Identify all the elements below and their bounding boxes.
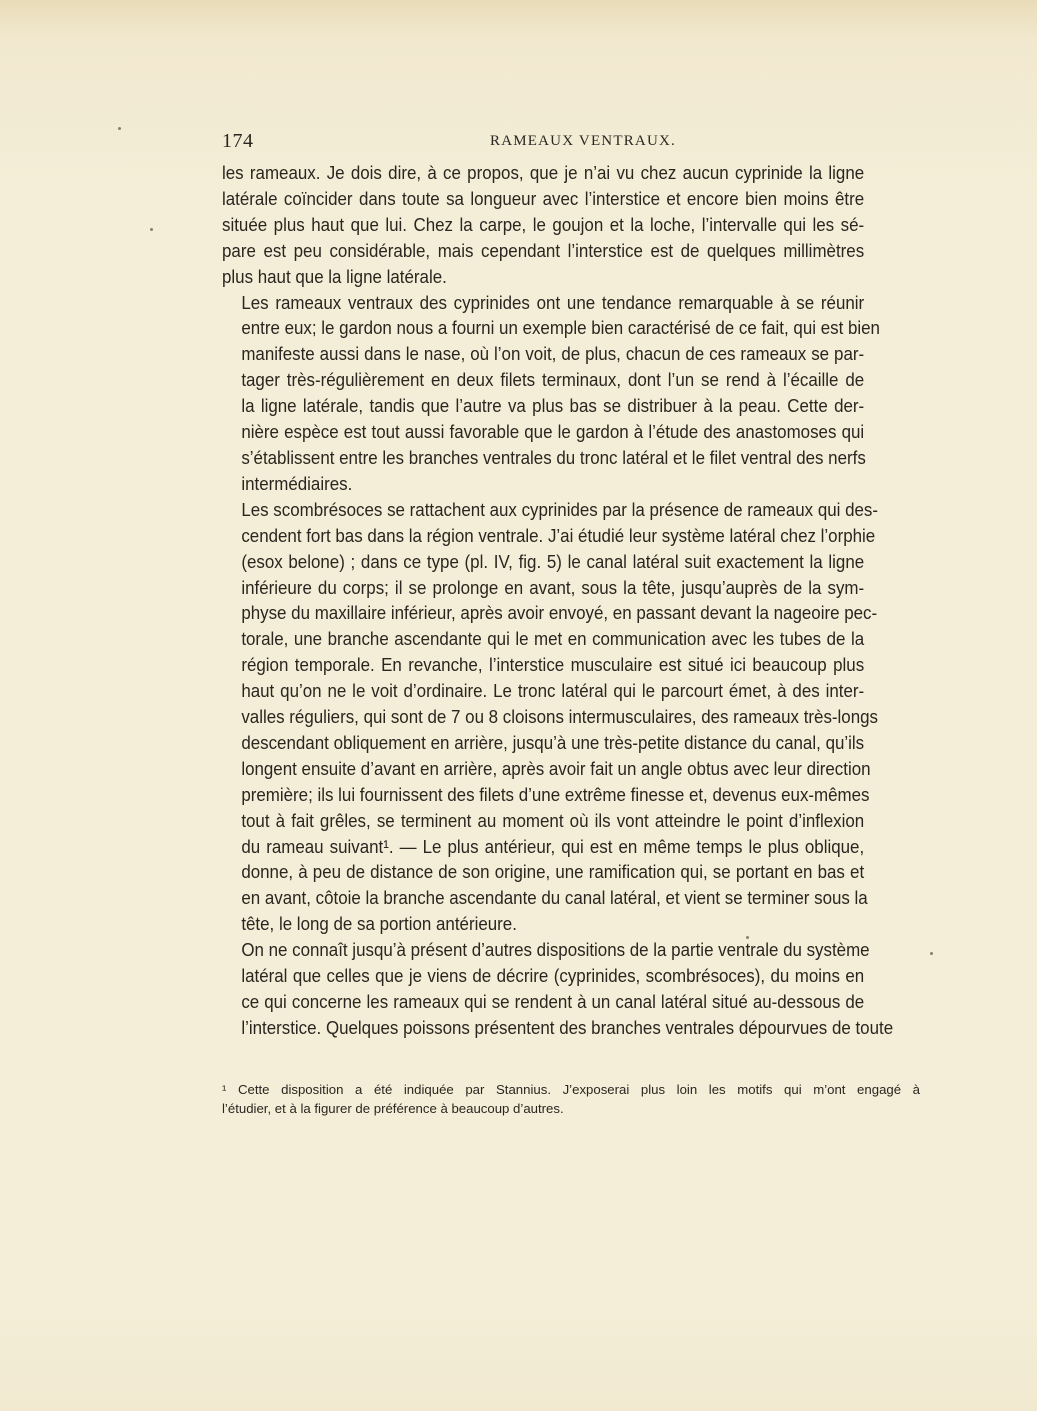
- text-line: tager très-régulièrement en deux filets terminaux, dont l’un se rend à l’écaille de: [241, 369, 865, 391]
- running-title: RAMEAUX VENTRAUX.: [490, 133, 676, 149]
- paper-speck: [150, 228, 153, 231]
- text-line: latéral que celles que je viens de décrire (cyprinides, scombrésoces), du moins en: [241, 965, 865, 987]
- text-line: tout à fait grêles, se terminent au moment où ils vont atteindre le point d’inflexion: [241, 809, 865, 831]
- text-line: du rameau suivant¹. — Le plus antérieur, qui est en même temps le plus oblique,: [241, 835, 865, 857]
- text-line: haut qu’on ne le voit d’ordinaire. Le tronc latéral qui le parcourt émet, à des inter-: [241, 680, 865, 702]
- text-line: l’interstice. Quelques poissons présentent des branches ventrales dépourvues de toute: [241, 1016, 894, 1038]
- text-line: Les rameaux ventraux des cyprinides ont une tendance remarquable à se réunir: [241, 291, 865, 313]
- paragraph: [222, 160, 864, 290]
- paragraph: [222, 937, 894, 1041]
- text-line: les rameaux. Je dois dire, à ce propos, que je n’ai vu chez aucun cyprinide la ligne: [222, 162, 865, 183]
- text-line: valles réguliers, qui sont de 7 ou 8 cloisons intermusculaires, des rameaux très-longs: [241, 706, 878, 728]
- text-line: en avant, côtoie la branche ascendante du canal latéral, et vient se terminer sous la: [241, 887, 868, 909]
- text-line: manifeste aussi dans le nase, où l’on voit, de plus, chacun de ces rameaux se par-: [241, 343, 865, 365]
- text-line: On ne connaît jusqu’à présent d’autres dispositions de la partie ventrale du système: [241, 939, 870, 961]
- text-line: la ligne latérale, tandis que l’autre va plus bas se distribuer à la peau. Cette der-: [241, 395, 865, 417]
- text-line: longent ensuite d’avant en arrière, après avoir fait un angle obtus avec leur direction: [241, 757, 871, 779]
- text-line: s’établissent entre les branches ventrales du tronc latéral et le filet ventral des nerfs: [241, 446, 866, 468]
- text-line: pare est peu considérable, mais cependant l’interstice est de quelques millimètres: [222, 239, 865, 261]
- page-number: 174: [222, 130, 254, 152]
- text-line: première; ils lui fournissent des filets d’une extrême finesse et, devenus eux-mêmes: [241, 783, 870, 805]
- text-line: entre eux; le gardon nous a fourni un exemple bien caractérisé de ce fait, qui est bien: [241, 317, 880, 339]
- text-line: physe du maxillaire inférieur, après avoir envoyé, en passant devant la nageoire pec-: [241, 602, 878, 624]
- footnote-line: ¹ Cette disposition a été indiquée par Stannius. J’exposerai plus loin les motifs qui m’ont engagé à: [222, 1082, 920, 1097]
- text-line: Les scombrésoces se rattachent aux cyprinides par la présence de rameaux qui des-: [241, 498, 879, 520]
- paper-speck: [930, 952, 933, 955]
- paper-speck: [118, 127, 121, 130]
- text-line: torale, une branche ascendante qui le met en communication avec les tubes de la: [241, 628, 865, 650]
- text-line: plus haut que la ligne latérale.: [222, 265, 447, 287]
- text-line: située plus haut que lui. Chez la carpe, le goujon et la loche, l’intervalle qui les sé-: [222, 213, 865, 235]
- text-line: (esox belone) ; dans ce type (pl. IV, fig. 5) le canal latéral suit exactement la ligne: [241, 550, 865, 572]
- text-line: région temporale. En revanche, l’interstice musculaire est situé ici beaucoup plus: [241, 654, 865, 676]
- text-line: tête, le long de sa portion antérieure.: [241, 913, 517, 935]
- footnote: [222, 1080, 920, 1118]
- text-line: donne, à peu de distance de son origine, une ramification qui, se portant en bas et: [241, 861, 865, 883]
- text-line: latérale coïncider dans toute sa longueur avec l’interstice et encore bien moins être: [222, 187, 865, 209]
- text-line: descendant obliquement en arrière, jusqu’à une très-petite distance du canal, qu’ils: [241, 731, 865, 753]
- text-line: nière espèce est tout aussi favorable que le gardon à l’étude des anastomoses qui: [241, 421, 865, 443]
- page-header: [222, 130, 922, 154]
- paper-speck: [746, 936, 749, 939]
- footnote-line: l’étudier, et à la figurer de préférence à beaucoup d’autres.: [222, 1101, 564, 1116]
- text-line: cendent fort bas dans la région ventrale. J’ai étudié leur système latéral chez l’orphie: [241, 524, 876, 546]
- text-line: intermédiaires.: [241, 472, 353, 494]
- text-line: ce qui concerne les rameaux qui se rendent à un canal latéral situé au-dessous de: [241, 991, 865, 1012]
- paragraph: [222, 497, 879, 937]
- text-line: inférieure du corps; il se prolonge en avant, sous la tête, jusqu’auprès de la sym-: [241, 576, 865, 598]
- paragraph: [222, 290, 880, 497]
- body-text: [222, 160, 894, 1041]
